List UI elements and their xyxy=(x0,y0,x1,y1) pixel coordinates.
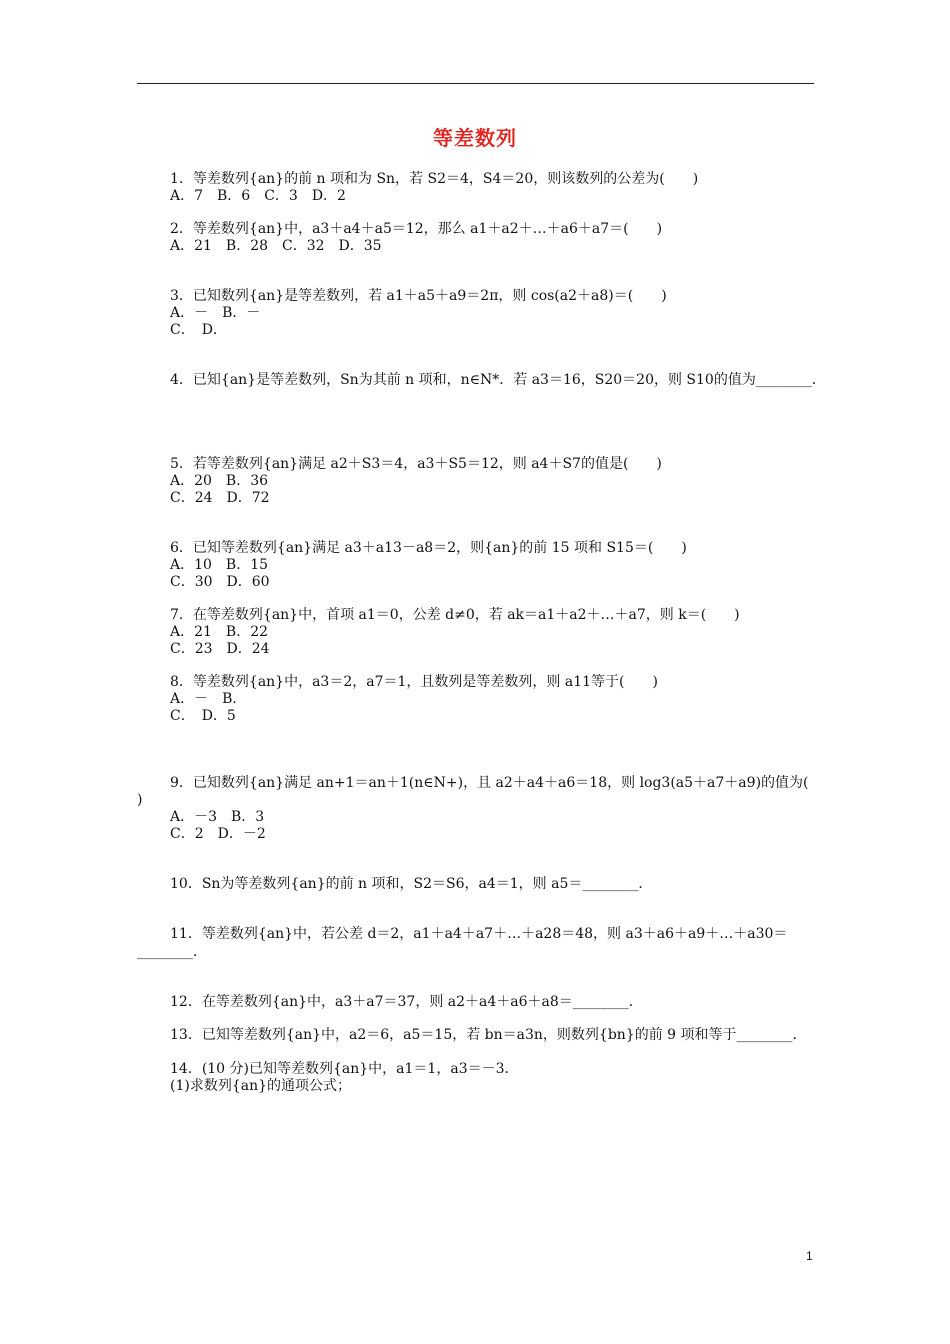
question-11-stem-continuation: ________． xyxy=(137,944,207,960)
question-5-stem: 5．若等差数列{an}满足 a2＋S3＝4，a3＋S5＝12，则 a4＋S7的值是( ) xyxy=(170,456,662,472)
question-3-options-row-1: A．－ B．－ xyxy=(170,305,261,321)
question-6-options-row-2: C．30 D．60 xyxy=(170,574,270,590)
page-number: 1 xyxy=(806,1249,813,1263)
header-rule xyxy=(137,83,814,84)
question-14-part-1: (1)求数列{an}的通项公式； xyxy=(170,1078,352,1094)
question-5-options-row-2: C．24 D．72 xyxy=(170,490,270,506)
question-3-options-row-2: C． D． xyxy=(170,322,227,338)
question-1-options: A．7 B．6 C．3 D．2 xyxy=(170,188,346,204)
question-13-stem: 13．已知等差数列{an}中，a2＝6，a5＝15，若 bn＝a3n，则数列{bn}的前 9 项和等于________． xyxy=(170,1027,807,1043)
question-8-stem: 8．等差数列{an}中，a3＝2，a7＝1，且数列是等差数列，则 a11等于( ) xyxy=(170,674,658,690)
question-7-options-row-1: A．21 B．22 xyxy=(170,624,269,640)
question-14-stem: 14．(10 分)已知等差数列{an}中，a1＝1，a3＝－3． xyxy=(170,1061,519,1077)
question-9-options-row-2: C．2 D．－2 xyxy=(170,826,266,842)
question-5-options-row-1: A．20 B．36 xyxy=(170,473,269,489)
question-12-stem: 12．在等差数列{an}中，a3＋a7＝37，则 a2＋a4＋a6＋a8＝________． xyxy=(170,994,643,1010)
question-2-stem: 2．等差数列{an}中，a3＋a4＋a5＝12，那么 a1＋a2＋…＋a6＋a7＝( ) xyxy=(170,221,663,237)
question-1-stem: 1．等差数列{an}的前 n 项和为 Sn，若 S2＝4，S4＝20，则该数列的公差为( ) xyxy=(170,171,699,187)
question-7-options-row-2: C．23 D．24 xyxy=(170,641,270,657)
question-9-stem: 9．已知数列{an}满足 an+1＝an＋1(n∈N+)，且 a2＋a4＋a6＝18，则 log3(a5＋a7＋a9)的值为( xyxy=(170,775,809,791)
question-11-stem: 11．等差数列{an}中，若公差 d＝2，a1＋a4＋a7＋…＋a28＝48，则 a3＋a6＋a9＋…＋a30＝ xyxy=(170,926,788,942)
question-6-options-row-1: A．10 B．15 xyxy=(170,557,269,573)
question-6-stem: 6．已知等差数列{an}满足 a3＋a13－a8＝2，则{an}的前 15 项和 S15＝( ) xyxy=(170,540,687,556)
question-9-stem-continuation: ) xyxy=(137,792,143,808)
question-8-options-row-1: A．－ B． xyxy=(170,691,247,707)
question-4-stem: 4．已知{an}是等差数列，Sn为其前 n 项和，n∈N*．若 a3＝16，S20＝20，则 S10的值为________． xyxy=(170,372,826,388)
question-9-options-row-1: A．－3 B．3 xyxy=(170,809,265,825)
question-7-stem: 7．在等差数列{an}中，首项 a1＝0，公差 d≠0，若 ak＝a1＋a2＋…＋a7，则 k＝( ) xyxy=(170,607,740,623)
question-2-options: A．21 B．28 C．32 D．35 xyxy=(170,238,382,254)
question-3-stem: 3．已知数列{an}是等差数列，若 a1＋a5＋a9＝2π，则 cos(a2＋a8)＝( ) xyxy=(170,288,667,304)
question-10-stem: 10．Sn为等差数列{an}的前 n 项和，S2＝S6，a4＝1，则 a5＝________． xyxy=(170,876,653,892)
page-title: 等差数列 xyxy=(433,126,517,150)
question-8-options-row-2: C． D．5 xyxy=(170,708,236,724)
